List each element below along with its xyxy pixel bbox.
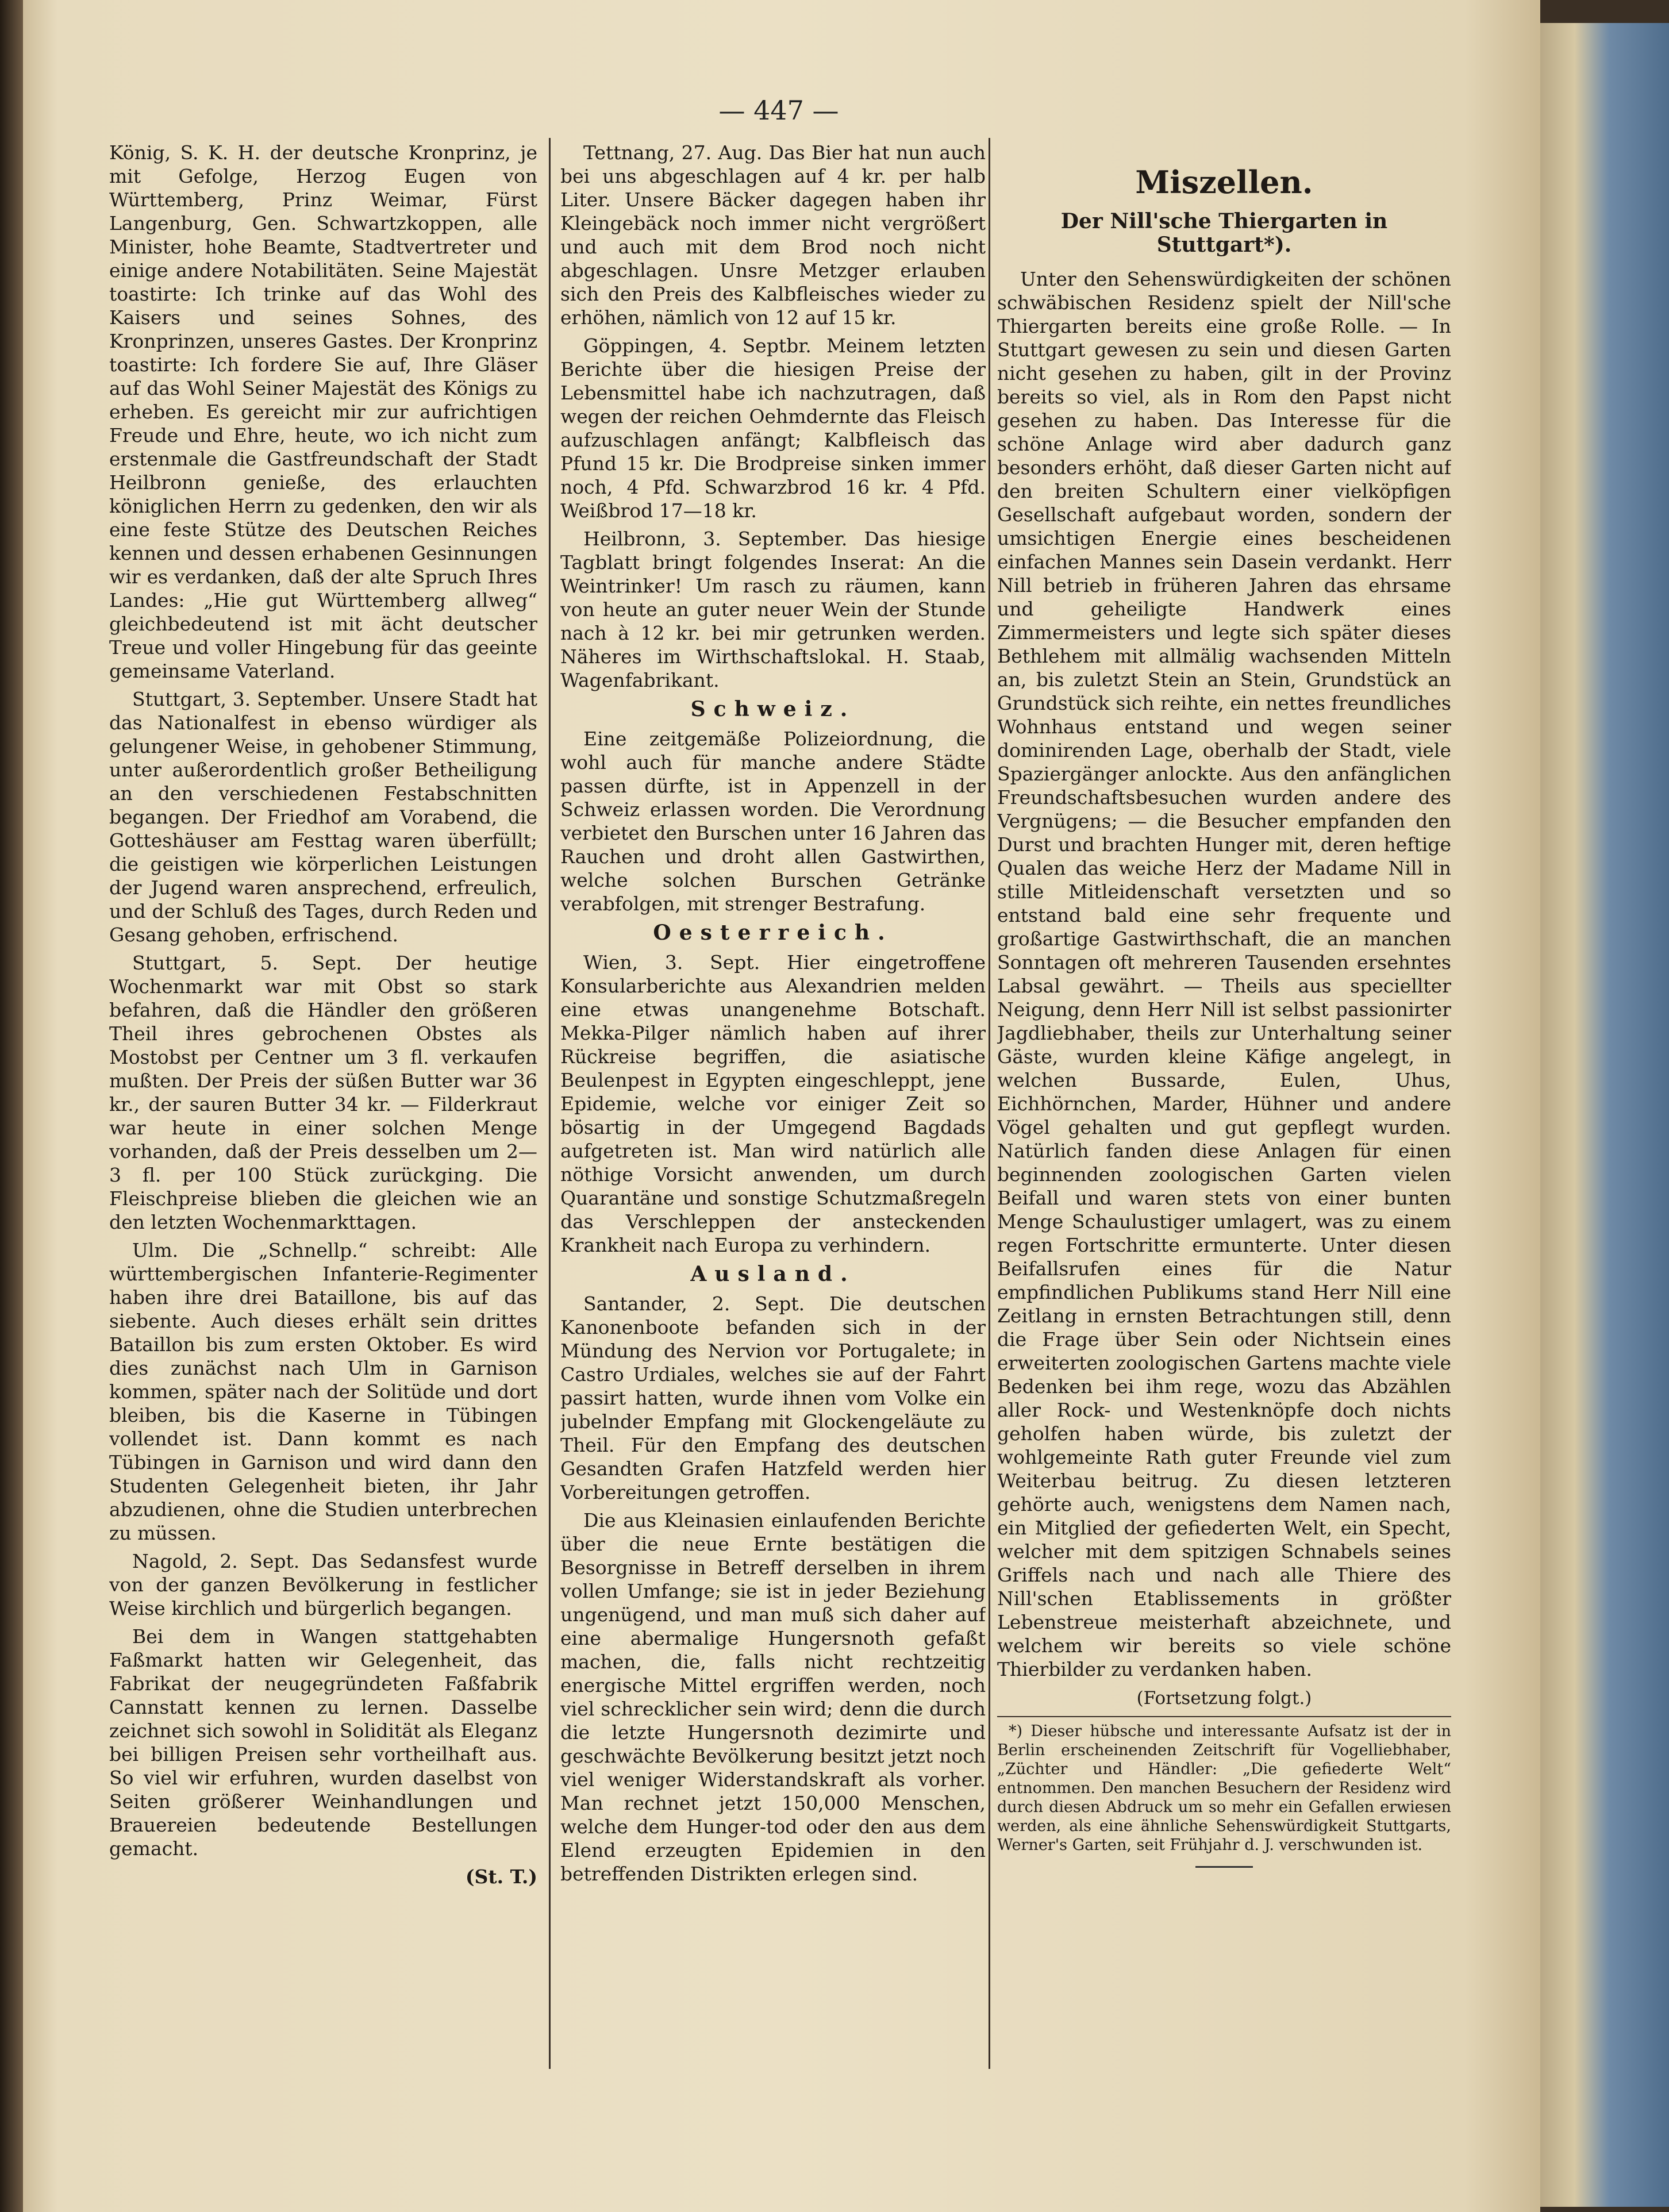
book-binding-left	[0, 0, 23, 2212]
footnote	[997, 1716, 1451, 1855]
section-heading-schweiz: Schweiz.	[690, 697, 856, 721]
book-edge-right	[1540, 23, 1669, 2207]
article-thiergarten: Unter den Sehenswürdigkeiten der schönen schwäbischen Residenz spielt der Nill'sche Thiergarten bereits eine große Rolle. — In Stuttgart gewesen zu sein und diesen Garten nicht gesehen zu haben, gilt in der Provinz bereits so viel, als in Rom den Papst nicht gesehen zu haben. Das Interesse für die schöne Anlage wird aber dadurch ganz besonders erhöht, daß dieser Garten nicht auf den breiten Schultern einer vielköpfigen Gesellschaft aufgebaut worden, sondern der umsichtigen Energie eines bescheidenen einfachen Mannes sein Dasein verdankt. Herr Nill betrieb in früheren Jahren das ehrsame und geheiligte Handwerk eines Zimmermeisters und legte sich später dieses Bethlehem mit allmälig wachsenden Mitteln an, bis zuletzt Stein an Stein, Grundstück an Grundstück sich reihte, ein nettes freundliches Wohnhaus entstand und wegen seiner dominirenden Lage, oberhalb der Stadt, viele Spaziergänger anlockte. Aus den anfänglichen Freundschaftsbesuchen wurden andere des Vergnügens; — die Besucher empfanden den Durst und brachten Hunger mit, deren heftige Qualen das weiche Herz der Madame Nill in stille Mitleidenschaft versetzten und so entstand bald eine sehr frequente und großartige Gastwirthschaft, die an manchen Sonntagen oft mehreren Tausenden ersehntes Labsal gewährt. — Theils aus speciellter Neigung, denn Herr Nill ist selbst passionirter Jagdliebhaber, theils zur Unterhaltung seiner Gäste, wurden kleine Käfige angelegt, in welchen Bussarde, Eulen, Uhus, Eichhörnchen, Marder, Hühner und andere Vögel gehalten und gut gepflegt wurden. Natürlich fanden diese Anlagen für einen beginnenden zoologischen Garten vielen Beifall und waren stets von einer bunten Menge Schaulustiger umlagert, was zu einem regen Fortschritte ermunterte. Unter diesen Beifallsrufen eines für die Natur empfindlichen Publikums stand Herr Nill eine Zeitlang in ernsten Betrachtungen still, denn die Frage über Sein oder Nichtsein eines erweiterten zoologischen Gartens machte viele Bedenken bei ihm rege, wozu das Abzählen aller Rock- und Westenknöpfe doch nichts geholfen haben würde, bis zuletzt der wohlgemeinte Rath guter Freunde viel zum Weiterbau beitrug. Zu diesen letzteren gehörte auch, wenigstens dem Namen nach, ein Mitglied der gefiederten Welt, ein Specht, welcher mit dem spitzigen Schnabels seines Griffels nach und nach alle Thiere des Nill'schen Etablissements in größter Lebenstreue meisterhaft abzeichnete, und welchem wir bereits so viele schöne Thierbilder zu verdanken haben.	[997, 268, 1451, 1680]
article-wien: Wien, 3. Sept. Hier eingetroffene Konsularberichte aus Alexandrien melden eine etwas unangenehme Botschaft. Mekka-Pilger nämlich haben auf ihrer Rückreise begriffen, die asiatische Beulenpest in Egypten eingeschleppt, jene Epidemie, welche vor einiger Zeit so bösartig in der Umgegend Bagdads aufgetreten ist. Man wird natürlich alle nöthige Vorsicht anwenden, um durch Quarantäne und sonstige Schutzmaßregeln das Verschleppen der ansteckenden Krankheit nach Europa zu verhindern.	[560, 951, 986, 1256]
article-stuttgart-2: Stuttgart, 5. Sept. Der heutige Wochenmarkt war mit Obst so stark befahren, daß die Händler den größeren Theil ihres gebrochenen Obstes als Mostobst per Centner um 3 fl. verkaufen mußten. Der Preis der süßen Butter war 36 kr., der sauren Butter 34 kr. — Filderkraut war heute in einer solchen Menge vorhanden, daß der Preis desselben um 2—3 fl. per 100 Stück zurückging. Die Fleischpreise blieben die gleichen wie an den letzten Wochenmarkttagen.	[109, 952, 537, 1233]
end-rule	[1195, 1866, 1253, 1868]
article-kleinasien: Die aus Kleinasien einlaufenden Berichte über die neue Ernte bestätigen die Besorgnisse in Betreff derselben in ihrem vollen Umfange; sie ist in jeder Beziehung ungenügend, und man muß sich daher auf eine abermalige Hungersnoth gefaßt machen, die, falls nicht rechtzeitig energische Mittel ergriffen werden, noch viel schrecklicher sein wird; denn die durch die letzte Hungersnoth dezimirte und geschwächte Bevölkerung besitzt jetzt noch viel weniger Widerstandskraft als vorher. Man rechnet jetzt 150,000 Menschen, welche dem Hunger-tod oder den aus dem Elend erzeugten Epidemien in den betreffenden Distrikten erlegen sind.	[560, 1509, 986, 1885]
continued-note: (Fortsetzung folgt.)	[1136, 1688, 1312, 1709]
article-goeppingen: Göppingen, 4. Septbr. Meinem letzten Berichte über die hiesigen Preise der Lebensmittel habe ich nachzutragen, daß wegen der reichen Oehmdernte das Fleisch aufzuschlagen anfängt; Kalbfleisch das Pfund 15 kr. Die Brodpreise sinken immer noch, 4 Pfd. Schwarzbrod 16 kr. 4 Pfd. Weißbrod 17—18 kr.	[560, 334, 986, 522]
article-ulm: Ulm. Die „Schnellp.“ schreibt: Alle württembergischen Infanterie-Regimenter haben ihre drei Bataillone, bis auf das siebente. Auch dieses erhält sein drittes Bataillon bis zum ersten Oktober. Es wird dies zunächst nach Ulm in Garnison kommen, später nach der Solitüde und dort bleiben, bis die Kaserne in Tübingen vollendet ist. Dann kommt es nach Tübingen in Garnison und wird dann den Studenten Gelegenheit bieten, ihr Jahr abzudienen, ohne die Studien unterbrechen zu müssen.	[109, 1239, 537, 1544]
column-3	[997, 141, 1451, 2072]
article-stuttgart-1: Stuttgart, 3. September. Unsere Stadt hat das Nationalfest in ebenso würdiger als gelungener Weise, in gehobener Stimmung, unter außerordentlich großer Betheiligung an den verschiedenen Festabschnitten begangen. Der Friedhof am Vorabend, die Gotteshäuser am Festtag waren überfüllt; die geistigen wie körperlichen Leistungen der Jugend waren ansprechend, erfreulich, und der Schluß des Tages, durch Reden und Gesang gehoben, erfrischend.	[109, 688, 537, 946]
column-2	[560, 141, 986, 2072]
article-title-thiergarten: Der Nill'sche Thiergarten in Stuttgart*).	[1060, 209, 1388, 257]
section-title-miszellen: Miszellen.	[1135, 164, 1313, 201]
page-number: — 447 —	[718, 95, 839, 126]
column-1	[109, 141, 537, 2072]
article-wangen: Bei dem in Wangen stattgehabten Faßmarkt hatten wir Gelegenheit, das Fabrikat der neugegründeten Faßfabrik Cannstatt kennen zu lernen. Dasselbe zeichnet sich sowohl in Solidität als Eleganz bei billigen Preisen sehr vortheilhaft aus. So viel wir erfuhren, wurden daselbst von Seiten größerer Weinhandlungen und Brauereien bedeutende Bestellungen gemacht.	[109, 1625, 537, 1860]
article-heilbronn: Heilbronn, 3. September. Das hiesige Tagblatt bringt folgendes Inserat: An die Weintrinker! Um rasch zu räumen, kann von heute an guter neuer Wein der Stunde nach à 12 kr. bei mir getrunken werden. Näheres im Wirthschaftslokal. H. Staab, Wagenfabrikant.	[560, 528, 986, 691]
column-rule-1	[549, 138, 551, 2069]
footnote-text: *) Dieser hübsche und interessante Aufsatz ist der in Berlin erscheinenden Zeitschrift für Vogelliebhaber, „Züchter und Händler: „Die gefiederte Welt“ entnommen. Den manchen Besuchern der Residenz wird durch diesen Abdruck um so mehr ein Gefallen erwiesen werden, als eine ähnliche Sehenswürdigkeit Stuttgarts, Werner's Garten, seit Frühjahr d. J. verschwunden ist.	[997, 1722, 1451, 1854]
article-nagold: Nagold, 2. Sept. Das Sedansfest wurde von der ganzen Bevölkerung in festlicher Weise kirchlich und bürgerlich begangen.	[109, 1550, 537, 1619]
section-heading-ausland: Ausland.	[690, 1262, 856, 1286]
article-source: (St. T.)	[465, 1865, 537, 1888]
section-heading-oesterreich: Oesterreich.	[653, 921, 893, 945]
column-rule-2	[989, 138, 990, 2069]
article-santander: Santander, 2. Sept. Die deutschen Kanonenboote befanden sich in der Mündung des Nervion vor Portugalete; in Castro Urdiales, welches sie auf der Fahrt passirt hatten, wurde ihnen vom Volke ein jubelnder Empfang mit Glockengeläute zu Theil. Für den Empfang des deutschen Gesandten Grafen Hatzfeld werden hier Vorbereitungen getroffen.	[560, 1292, 986, 1503]
article-tettnang: Tettnang, 27. Aug. Das Bier hat nun auch bei uns abgeschlagen auf 4 kr. per halb Liter. Unsere Bäcker dagegen haben ihr Kleingebäck noch immer nicht vergrößert und auch mit dem Brod noch nicht abgeschlagen. Unsre Metzger erlauben sich den Preis des Kalbfleisches wieder zu erhöhen, nämlich von 12 auf 15 kr.	[560, 141, 986, 329]
article-schweiz: Eine zeitgemäße Polizeiordnung, die wohl auch für manche andere Städte passen dürfte, ist in Appenzell in der Schweiz erlassen worden. Die Verordnung verbietet den Burschen unter 16 Jahren das Rauchen und droht allen Gastwirthen, welche solchen Burschen Getränke verabfolgen, mit strenger Bestrafung.	[560, 728, 986, 915]
article-paragraph: König, S. K. H. der deutsche Kronprinz, je mit Gefolge, Herzog Eugen von Württemberg, Prinz Weimar, Fürst Langenburg, Gen. Schwartzkoppen, alle Minister, hohe Beamte, Stadtvertreter und einige andere Notabilitäten. Seine Majestät toastirte: Ich trinke auf das Wohl des Kaisers und seines Sohnes, des Kronprinzen, unseres Gastes. Der Kronprinz toastirte: Ich fordere Sie auf, Ihre Gläser auf das Wohl Seiner Majestät des Königs zu erheben. Es gereicht mir zur aufrichtigen Freude und Ehre, heute, wo ich nicht zum erstenmale die Gastfreundschaft der Stadt Heilbronn genieße, des erlauchten königlichen Herrn zu gedenken, den wir als eine feste Stütze des Deutschen Reiches kennen und dessen erhabenen Gesinnungen wir es verdanken, daß der alte Spruch Ihres Landes: „Hie gut Württemberg allweg“ gleichbedeutend ist mit ächt deutscher Treue und voller Hingebung für das geeinte gemeinsame Vaterland.	[109, 141, 537, 682]
